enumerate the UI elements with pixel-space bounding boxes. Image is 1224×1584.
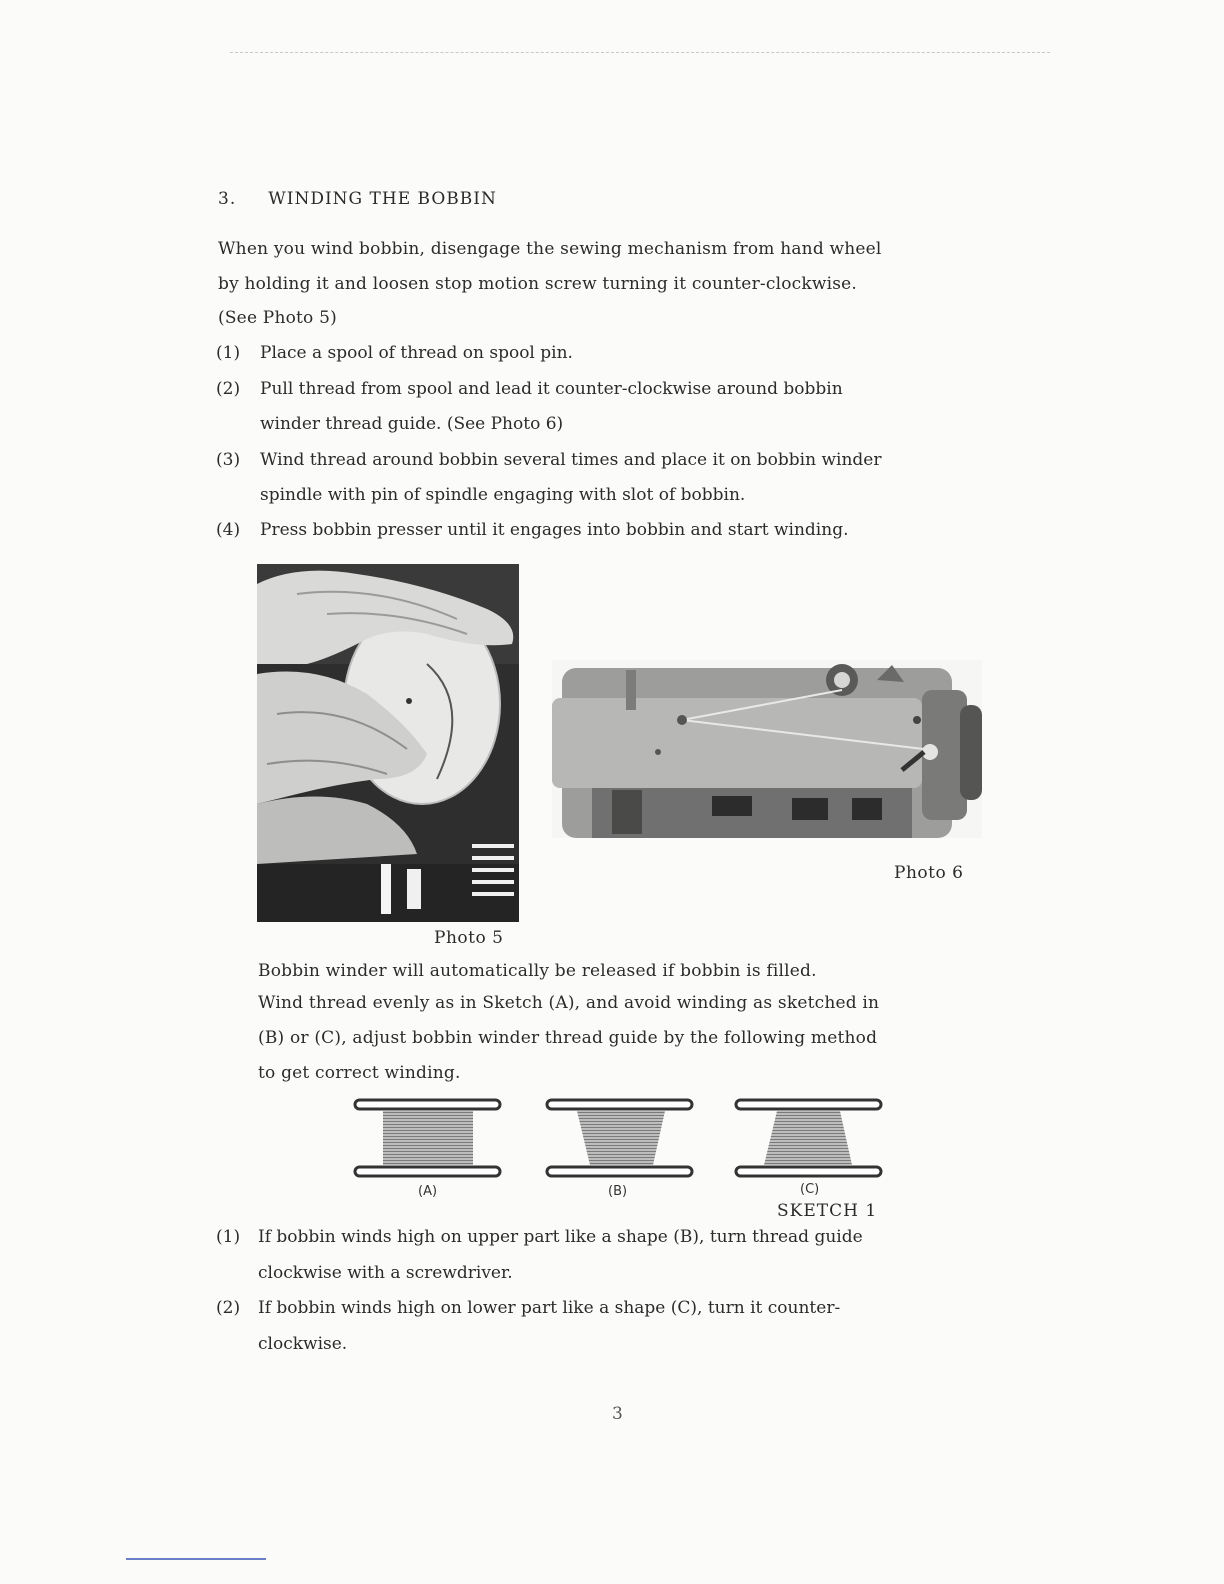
adjustment-number-2: (2) [216, 1298, 241, 1318]
photo-5-caption: Photo 5 [434, 928, 504, 948]
photo-6-caption: Photo 6 [894, 863, 964, 883]
adjustment-2-line-2: clockwise. [258, 1334, 348, 1354]
photo-6-machine-top [552, 660, 982, 838]
adjustment-2-line-1: If bobbin winds high on lower part like a shape (C), turn it counter- [258, 1298, 841, 1318]
step-3-line-2: spindle with pin of spindle engaging with slot of bobbin. [260, 485, 746, 505]
after-photos-line-2: Wind thread evenly as in Sketch (A), and avoid winding as sketched in [258, 993, 880, 1013]
adjustment-number-1: (1) [216, 1227, 241, 1247]
section-number: 3. [218, 189, 237, 209]
section-heading [218, 188, 497, 210]
step-number-2: (2) [216, 379, 241, 399]
step-2-line-1: Pull thread from spool and lead it counter-clockwise around bobbin [260, 379, 843, 399]
bobbin-sketch-c [736, 1100, 881, 1176]
sketch-title: SKETCH 1 [777, 1201, 878, 1221]
bobbin-sketch-a [355, 1100, 500, 1176]
sketch-label-c: (C) [800, 1182, 820, 1197]
step-number-1: (1) [216, 343, 241, 363]
photo-5-hand-wheel [257, 564, 519, 922]
step-2-line-2: winder thread guide. (See Photo 6) [260, 414, 564, 434]
bobbin-sketch-b [547, 1100, 692, 1176]
after-photos-line-1: Bobbin winder will automatically be released if bobbin is filled. [258, 961, 817, 981]
sketch-1-bobbin-windings [350, 1093, 890, 1193]
after-photos-line-3: (B) or (C), adjust bobbin winder thread guide by the following method [258, 1028, 878, 1048]
scan-artifact-underline [126, 1558, 266, 1560]
step-1-line-1: Place a spool of thread on spool pin. [260, 343, 573, 363]
section-title: WINDING THE BOBBIN [268, 189, 497, 209]
step-4-line-1: Press bobbin presser until it engages into bobbin and start winding. [260, 520, 849, 540]
adjustment-1-line-1: If bobbin winds high on upper part like a shape (B), turn thread guide [258, 1227, 863, 1247]
sketch-label-b: (B) [608, 1184, 628, 1199]
intro-line-1: When you wind bobbin, disengage the sewing mechanism from hand wheel [218, 239, 882, 259]
page-number: 3 [612, 1404, 623, 1424]
scan-artifact-line [230, 52, 1050, 53]
adjustment-1-line-2: clockwise with a screwdriver. [258, 1263, 513, 1283]
step-number-4: (4) [216, 520, 241, 540]
sketch-label-a: (A) [418, 1184, 438, 1199]
step-3-line-1: Wind thread around bobbin several times and place it on bobbin winder [260, 450, 882, 470]
intro-line-3: (See Photo 5) [218, 308, 337, 328]
photo-6-image [552, 660, 982, 838]
intro-line-2: by holding it and loosen stop motion screw turning it counter-clockwise. [218, 274, 858, 294]
photo-5-image [257, 564, 519, 922]
step-number-3: (3) [216, 450, 241, 470]
after-photos-line-4: to get correct winding. [258, 1063, 461, 1083]
